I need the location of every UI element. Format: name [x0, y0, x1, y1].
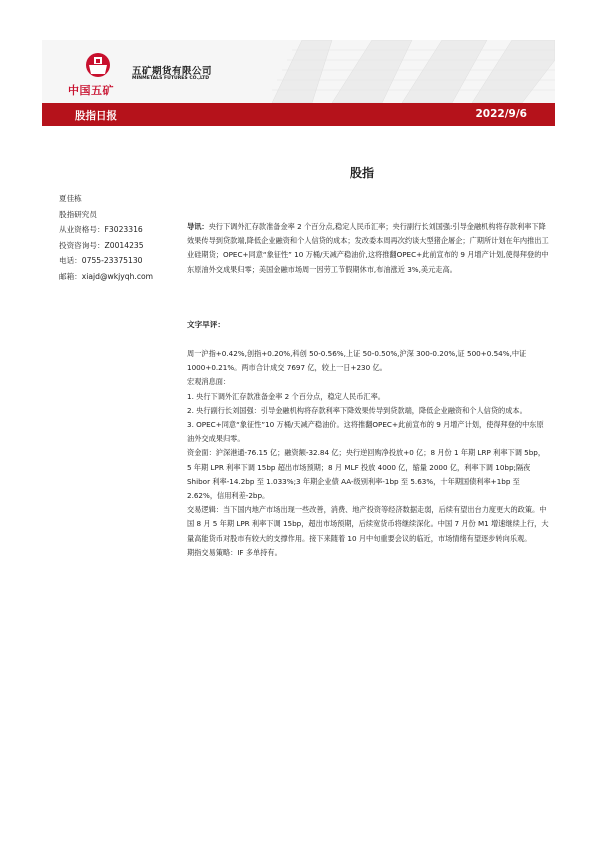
paragraph-logic: 交易逻辑：当下国内地产市场出现一些改善，消费、地产投资等经济数据走弱，后续有望出台力度更大的政策。中国 8 月 5 年期 LPR 利率下调 15bp，超出市场预期，后续宽货币将继续深化。中国 7 月份 M1 增速继续上行，大量高能货币对股市有较大的支撑作用。接下来随着 10 月中旬重要会议的临近，市场情绪有望逐步转向乐观。 [187, 505, 549, 543]
author-license: 从业资格号：F3023316 [59, 225, 143, 235]
author-role: 股指研究员 [59, 209, 97, 219]
company-name-cn: 五矿期货有限公司 [132, 66, 213, 77]
section-heading: 文字早评： [187, 320, 225, 329]
report-title-band [42, 103, 555, 126]
author-advisor-id: 投资咨询号：Z0014235 [59, 240, 144, 250]
report-header [42, 40, 555, 103]
paragraph-macro-3: 3. OPEC+同意“象征性”10 万桶/天减产稳油价。这将推翻OPEC+此前宣布的 9 月增产计划，使得拜登的中东原油外交成果归零。 [187, 420, 544, 444]
paragraph-strategy: 期指交易策略：IF 多单持有。 [187, 547, 282, 557]
lead-label: 导讯： [187, 222, 209, 231]
lead-text: 央行下调外汇存款准备金率 2 个百分点,稳定人民币汇率；央行副行长刘国强:引导金融机构将存款利率下降效果传导到贷款端,降低企业融资和个人信贷的成本；发改委本周再次约谈大型猪企屠企；广期所计划在年内推出工业硅期货；OPEC+同意“象征性” 10 万桶/天减产稳油价,这将推翻OPEC+此前宣布的 9 月增产计划,使得拜登的中东原油外交成果归零；美国金融市场周一因劳工节假期休市,布油涨近 3%,美元走高。 [187, 222, 549, 274]
paragraph-market: 周一沪指+0.42%,创指+0.20%,科创 50-0.56%,上证 50-0.50%,沪深 300-0.20%,证 500+0.54%,中证 1000+0.21%。两市合计成交 7697 亿，较上一日+230 亿。 [187, 349, 527, 373]
paragraph-liquidity: 资金面：沪深港通-76.15 亿；融资额-32.84 亿；央行逆回购净投放+0 亿；8 月份 1 年期 LRP 利率下调 5bp，5 年期 LPR 利率下调 15bp 超出市场预期；8 月 MLF 投放 4000 亿，缩量 2000 亿，利率下调 10bp;隔夜 Shibor 利率-14.2bp 至 1.033%;3 年期企业债 AA-级别利率-1bp 至 5.63%，十年期国债利率+1bp 至 2.62%，信用利差-2bp。 [187, 448, 546, 501]
paragraph-macro-2: 2. 央行副行长刘国强：引导金融机构将存款利率下降效果传导到贷款端，降低企业融资和个人信贷的成本。 [187, 405, 527, 415]
paragraph-macro-1: 1. 央行下调外汇存款准备金率 2 个百分点，稳定人民币汇率。 [187, 391, 385, 401]
report-type: 股指日报 [75, 110, 117, 122]
paragraph-macro-head: 宏观消息面： [187, 377, 231, 387]
author-phone: 电话：0755-23375130 [59, 256, 143, 266]
report-date: 2022/9/6 [475, 108, 527, 120]
author-info [59, 191, 179, 285]
author-name: 夏佳栋 [59, 194, 82, 203]
company-name-en: MINMETALS FUTURES CO.,LTD [132, 76, 210, 81]
author-email: 邮箱：xiajd@wkjyqh.com [59, 271, 154, 281]
commentary-body [187, 347, 549, 560]
logo-text: 中国五矿 [68, 84, 114, 97]
lead-summary [187, 220, 549, 277]
page-title: 股指 [350, 166, 375, 180]
